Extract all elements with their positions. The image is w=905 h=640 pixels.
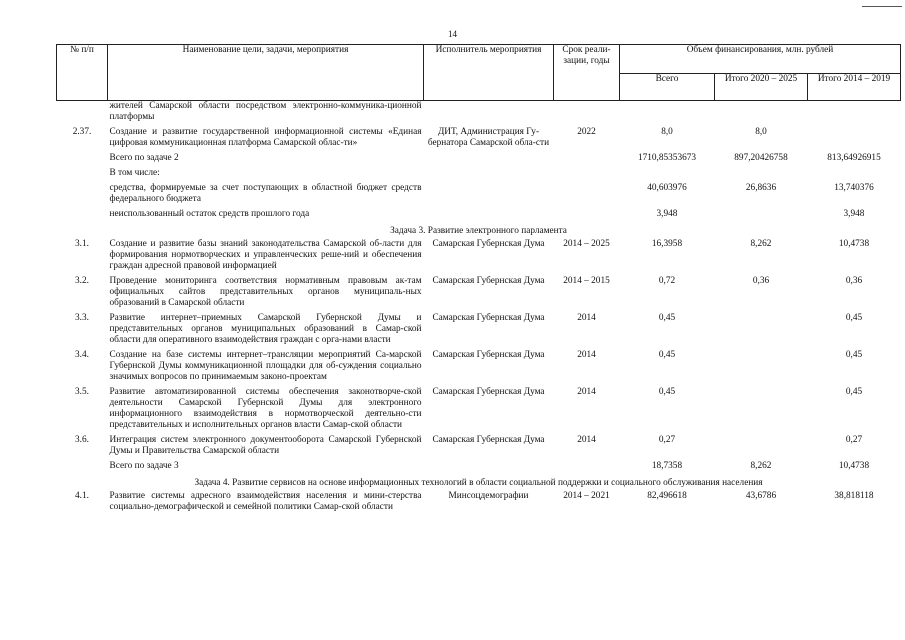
row-sub1: 0,36: [752, 276, 770, 286]
row-term: [554, 101, 620, 128]
row-executor: [424, 183, 554, 209]
row-total: 0,72: [658, 276, 676, 286]
row-number: [57, 461, 108, 476]
row-name: Развитие автоматизированной системы обеспечения законотворче-ской деятельности Самарской Губернской Думы для электронного информационного взаимодействия в нормотворческой деятельно-сти представительных и исполнительных органов власти Самар-ской области: [109, 387, 422, 430]
col-name-header: Наименование цели, задачи, мероприятия: [108, 45, 424, 101]
row-term: 2014 – 2025: [563, 239, 610, 249]
table-row: [57, 168, 901, 183]
row-total: 0,45: [658, 313, 676, 323]
row-term: 2014: [577, 313, 596, 323]
row-term: [554, 168, 620, 183]
col-sub2-header: Итого 2014 – 2019: [808, 74, 901, 101]
row-name: неиспользованный остаток средств прошлого года: [109, 209, 310, 219]
row-sub2: 0,36: [845, 276, 863, 286]
table-body-task2: [57, 101, 901, 225]
row-sub2: 0,45: [845, 350, 863, 360]
row-total: 82,496618: [647, 491, 687, 501]
row-sub1: 897,20426758: [734, 153, 788, 163]
col-sub1-header: Итого 2020 – 2025: [715, 74, 808, 101]
row-executor: [424, 168, 554, 183]
row-term: [554, 153, 620, 168]
row-total: 0,27: [658, 435, 676, 445]
row-sub2: 813,64926915: [827, 153, 881, 163]
table-row: [57, 350, 901, 387]
row-number: 3.1.: [75, 239, 89, 249]
section-3: [57, 224, 901, 239]
page-number: 14: [448, 29, 457, 39]
row-executor: [424, 461, 554, 476]
row-name: средства, формируемые за счет поступающих в областной бюджет средств федерального бюджета: [109, 183, 422, 204]
row-sub1: 26,8636: [745, 183, 777, 193]
table-row: [57, 183, 901, 209]
row-total: [620, 168, 715, 183]
row-total: 18,7358: [651, 461, 683, 471]
table-row: [57, 127, 901, 153]
section-4-title: Задача 4. Развитие сервисов на основе информационных технологий в области социальной поддержки и социального обслуживания населения: [194, 478, 763, 488]
row-sub1: [715, 168, 808, 183]
row-sub2: 10,4738: [838, 239, 870, 249]
funding-table: [56, 44, 901, 517]
row-sub1: 8,0: [755, 127, 767, 137]
row-sub1: 8,262: [750, 239, 772, 249]
row-sub1: [715, 209, 808, 224]
table-row: [57, 387, 901, 435]
row-executor: Самарская Губернская Дума: [432, 350, 545, 360]
table-row: [57, 101, 901, 128]
row-term: 2022: [577, 127, 596, 137]
row-number: [57, 168, 108, 183]
row-sub2: [808, 168, 901, 183]
row-number: [57, 209, 108, 224]
corner-rule: [862, 6, 902, 7]
table-row: [57, 239, 901, 276]
row-total: 40,603976: [647, 183, 687, 193]
table-row: [57, 209, 901, 224]
row-executor: [424, 209, 554, 224]
table-row: [57, 435, 901, 461]
section-3-title: Задача 3. Развитие электронного парламента: [390, 226, 567, 236]
row-executor: [424, 101, 554, 128]
row-executor: Самарская Губернская Дума: [432, 387, 545, 397]
row-executor: ДИТ, Администрация Гу-бернатора Самарской обла-сти: [427, 127, 550, 148]
row-total: 8,0: [661, 127, 673, 137]
row-term: 2014: [577, 350, 596, 360]
row-executor: Самарская Губернская Дума: [432, 276, 545, 286]
row-name: В том числе:: [109, 168, 160, 178]
row-name: Всего по задаче 2: [109, 153, 179, 163]
row-sub1: 43,6786: [745, 491, 777, 501]
row-sub1: [715, 387, 808, 435]
table-body-task4: [57, 491, 901, 517]
row-sub2: 10,4738: [838, 461, 870, 471]
row-executor: Минсоцдемографии: [448, 491, 529, 501]
row-term: [554, 183, 620, 209]
table-row: [57, 461, 901, 476]
row-number: [57, 183, 108, 209]
row-number: 3.5.: [75, 387, 89, 397]
table-row: [57, 153, 901, 168]
row-sub2: 0,45: [845, 387, 863, 397]
row-name: Всего по задаче 3: [109, 461, 179, 471]
col-term-header: Срок реали-зации, годы: [554, 45, 620, 101]
row-sub2: 3,948: [843, 209, 865, 219]
row-name: Развитие системы адресного взаимодействия населения и мини-стерства социально-демографической и семейной политики Самар-ской области: [109, 491, 422, 512]
row-name: Развитие интернет–приемных Самарской Губернской Думы и представительных органов муниципальных образований в Самар-ской области для оперативного взаимодействия граждан с орга-нами власти: [109, 313, 422, 345]
row-sub2: 13,740376: [834, 183, 874, 193]
row-name: Проведение мониторинга соответствия нормативным правовым ак-там официальных сайтов представительных органов муниципаль-ных образований в Самарской области: [109, 276, 422, 308]
col-num-header: № п/п: [57, 45, 108, 101]
table-body-task3: [57, 239, 901, 476]
table-row: [57, 313, 901, 350]
row-term: 2014: [577, 435, 596, 445]
col-executor-header: Исполнитель мероприятия: [424, 45, 554, 101]
row-number: 3.3.: [75, 313, 89, 323]
row-name: Создание и развитие базы знаний законодательства Самарской об-ласти для формирования нормотворческих и управленческих реше-ний и обеспечения граждан адресной правовой информацией: [109, 239, 422, 271]
row-sub1: 8,262: [750, 461, 772, 471]
row-term: 2014 – 2021: [563, 491, 610, 501]
row-total: [620, 101, 715, 128]
col-funding-header: Объем финансирования, млн. рублей: [620, 45, 901, 74]
row-term: [554, 209, 620, 224]
table-row: [57, 276, 901, 313]
row-name: жителей Самарской области посредством электронно-коммуника-ционной платформы: [109, 101, 422, 122]
row-sub1: [715, 101, 808, 128]
row-executor: Самарская Губернская Дума: [432, 435, 545, 445]
row-sub1: [715, 313, 808, 350]
row-sub2: 0,27: [845, 435, 863, 445]
row-name: Интеграция систем электронного документооборота Самарской Губернской Думы и Правительства Самарской области: [109, 435, 422, 456]
section-4: [57, 476, 901, 491]
row-total: 16,3958: [651, 239, 683, 249]
row-sub2: 38,818118: [834, 491, 874, 501]
row-term: 2014: [577, 387, 596, 397]
row-number: 3.2.: [75, 276, 89, 286]
col-total-header: Всего: [620, 74, 715, 101]
row-sub2: [808, 127, 901, 153]
row-name: Создание и развитие государственной информационной системы «Единая цифровая коммуникационная платформа Самарской облас-ти»: [109, 127, 422, 148]
row-sub2: 0,45: [845, 313, 863, 323]
row-sub1: [715, 435, 808, 461]
row-number: [57, 101, 108, 128]
row-executor: Самарская Губернская Дума: [432, 313, 545, 323]
row-sub1: [715, 350, 808, 387]
row-total: 1710,85353673: [637, 153, 697, 163]
row-number: 2.37.: [72, 127, 92, 137]
row-total: 3,948: [656, 209, 678, 219]
row-term: [554, 461, 620, 476]
row-number: 3.6.: [75, 435, 89, 445]
row-executor: Самарская Губернская Дума: [432, 239, 545, 249]
row-number: 4.1.: [75, 491, 89, 501]
row-number: [57, 153, 108, 168]
row-total: 0,45: [658, 350, 676, 360]
row-total: 0,45: [658, 387, 676, 397]
row-number: 3.4.: [75, 350, 89, 360]
table-row: [57, 491, 901, 517]
row-term: 2014 – 2015: [563, 276, 610, 286]
row-name: Создание на базе системы интернет–трансляции мероприятий Са-марской Губернской Думы коммуникационной площадки для об-суждения социально значимых вопросов по принимаемым законо-проектам: [109, 350, 422, 382]
row-sub2: [808, 101, 901, 128]
row-executor: [424, 153, 554, 168]
